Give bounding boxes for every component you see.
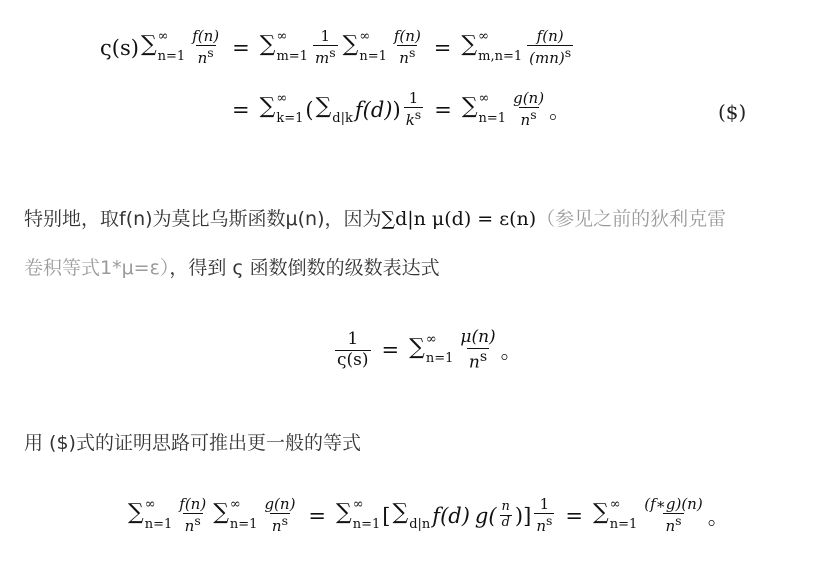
paragraph-1-line-2: 卷积等式1*μ=ε），得到 ς 函数倒数的级数表达式 [24,257,440,279]
equation-zeta-reciprocal: $\frac{1}{\varsigma(s)}$ = ∑ ∞ n=1 $\frac{\mu(n)}{n^s}$ 。 [337,327,522,373]
equation-tag: ($) [718,100,747,124]
frac-fn-mns: $\frac{f(n)}{(mn)^s}$ [529,27,572,68]
frac-fn-ns-2: $\frac{f(n)}{n^s}$ [393,27,421,68]
sum-m: ∑ ∞ m=1 [259,29,308,64]
sum-n-2: ∑ ∞ n=1 [342,29,387,64]
sum-dn: ∑ d|n [392,500,431,532]
equation-general: ∑ ∞ n=1 $\frac{f(n)}{n^s}$ ∑ ∞ n=1 $\frac{g(n)}{n^s}$ = ∑ ∞ n=1 [ ∑ d|n f(d) g( $\frac{n}{d}$ )] $\frac{1}{n^s}$ = ∑ ∞ n=1 $\frac{(f∗g)(n)}{n^s}$ 。 [128,495,729,536]
equation-line-2: = ∑ ∞ k=1 ( ∑ d|k f(d) ) $\frac{1}{k^s}$ = ∑ ∞ n=1 $\frac{g(n)}{n^s}$ 。 [232,89,571,130]
frac-1-zeta: $\frac{1}{\varsigma(s)}$ [337,329,369,370]
zeta-s: ς(s) [100,35,139,60]
frac-1-ns: $\frac{1}{n^s}$ [536,495,553,536]
paragraph-2: 用 ($)式的证明思路可推出更一般的等式 [24,432,361,454]
frac-gn-ns: $\frac{g(n)}{n^s}$ [513,89,545,130]
frac-gn-ns-2: $\frac{g(n)}{n^s}$ [264,495,296,536]
frac-fn-ns-3: $\frac{f(n)}{n^s}$ [179,495,207,536]
equation-line-1: ς(s) ∑ ∞ n=1 $\frac{f(n)}{n^s}$ = ∑ ∞ m=1 $\frac{1}{m^s}$ ∑ ∞ n=1 $\frac{f(n)}{n^s}$ = ∑ ∞ m,n=1 $\frac{f(n)}{(mn)^s}$ [100,27,572,68]
paragraph-1-line-1: 特别地，取f(n)为莫比乌斯函数μ(n)，因为∑d|n μ(d) = ε(n)（参见之前的狄利克雷 [24,208,727,230]
frac-1-ms: $\frac{1}{m^s}$ [314,27,336,68]
frac-fn-ns: $\frac{f(n)}{n^s}$ [192,27,220,68]
sum-mn: ∑ ∞ m,n=1 [461,29,523,64]
frac-1-ks: $\frac{1}{k^s}$ [405,89,422,130]
f-of-d: f(d) [354,97,393,122]
note-convolution: （参见之前的狄利克雷 [536,208,727,230]
sum-k: ∑ ∞ k=1 [259,91,304,126]
sum-n-5: ∑ ∞ n=1 [128,497,173,532]
sum-n-4: ∑ ∞ n=1 [409,331,454,367]
inline-sum-mu: ∑d|n μ(d) = ε(n) [381,208,537,230]
sum-n-8: ∑ ∞ n=1 [593,497,638,532]
frac-mu-ns: $\frac{\mu(n)}{n^s}$ [460,327,496,373]
frac-n-d: $\frac{n}{d}$ [501,499,510,531]
sum-n-6: ∑ ∞ n=1 [213,497,258,532]
sum-n-3: ∑ ∞ n=1 [461,91,507,126]
sum-n-7: ∑ ∞ n=1 [336,497,381,532]
sum-dk: ∑ d|k [315,94,353,126]
sum-n: ∑ ∞ n=1 [140,29,186,64]
frac-fg-ns: $\frac{(f∗g)(n)}{n^s}$ [644,495,703,536]
